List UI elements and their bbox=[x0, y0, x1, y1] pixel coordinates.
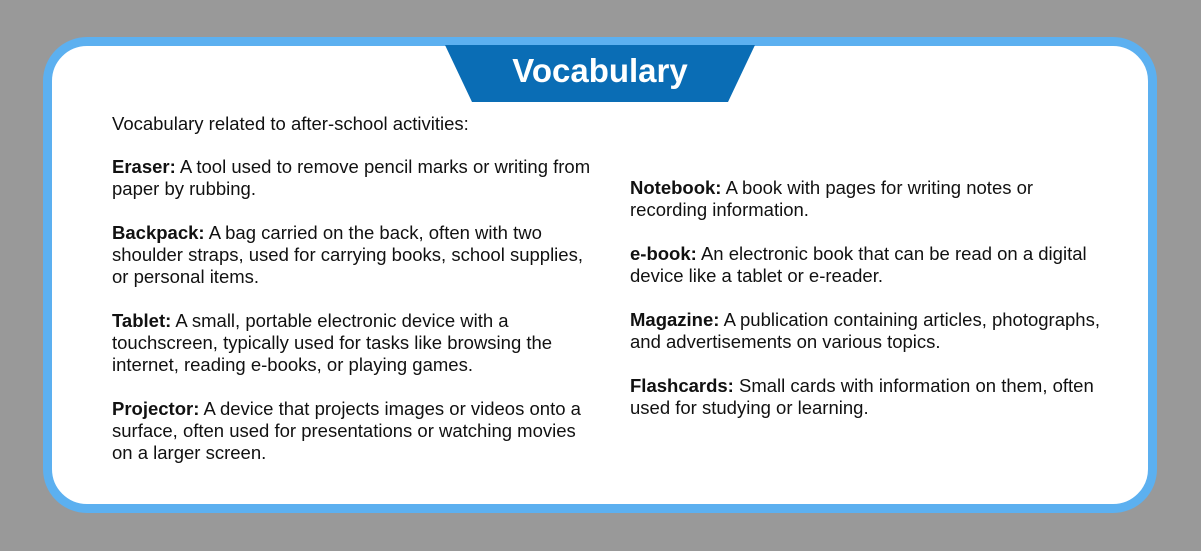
right-column bbox=[630, 177, 1100, 441]
vocab-definition: Small cards with information on them, often used for studying or learning. bbox=[630, 375, 1094, 418]
page-title: Vocabulary bbox=[512, 52, 688, 89]
vocab-entry-magazine bbox=[630, 309, 1100, 353]
intro-text: Vocabulary related to after-school activities: bbox=[112, 113, 469, 134]
vocab-definition: A publication containing articles, photographs, and advertisements on various topics. bbox=[630, 309, 1100, 352]
vocab-term: Backpack: bbox=[112, 222, 205, 243]
vocab-term: Tablet: bbox=[112, 310, 172, 331]
vocab-entry-flashcards bbox=[630, 375, 1100, 419]
vocab-entry-ebook bbox=[630, 243, 1100, 287]
left-column bbox=[112, 156, 592, 486]
title-banner bbox=[445, 45, 755, 102]
vocab-definition: A small, portable electronic device with a touchscreen, typically used for tasks like browsing the internet, reading e-books, or playing games. bbox=[112, 310, 553, 375]
vocab-definition: A tool used to remove pencil marks or writing from paper by rubbing. bbox=[112, 156, 591, 199]
vocab-entry-eraser bbox=[112, 156, 592, 200]
vocab-entry-tablet bbox=[112, 310, 592, 376]
vocab-term: Notebook: bbox=[630, 177, 722, 198]
vocab-term: e-book: bbox=[630, 243, 697, 264]
vocab-term: Magazine: bbox=[630, 309, 720, 330]
vocab-term: Projector: bbox=[112, 398, 200, 419]
vocab-entry-notebook bbox=[630, 177, 1100, 221]
vocab-definition: A book with pages for writing notes or recording information. bbox=[630, 177, 1034, 220]
vocab-definition: A device that projects images or videos onto a surface, often used for presentations or watching movies on a larger screen. bbox=[112, 398, 581, 463]
vocab-term: Flashcards: bbox=[630, 375, 734, 396]
vocab-entry-projector bbox=[112, 398, 592, 464]
vocab-definition: A bag carried on the back, often with two shoulder straps, used for carrying books, school supplies, or personal items. bbox=[112, 222, 583, 287]
vocab-entry-backpack bbox=[112, 222, 592, 288]
vocab-term: Eraser: bbox=[112, 156, 176, 177]
vocab-definition: An electronic book that can be read on a digital device like a tablet or e-reader. bbox=[630, 243, 1087, 286]
